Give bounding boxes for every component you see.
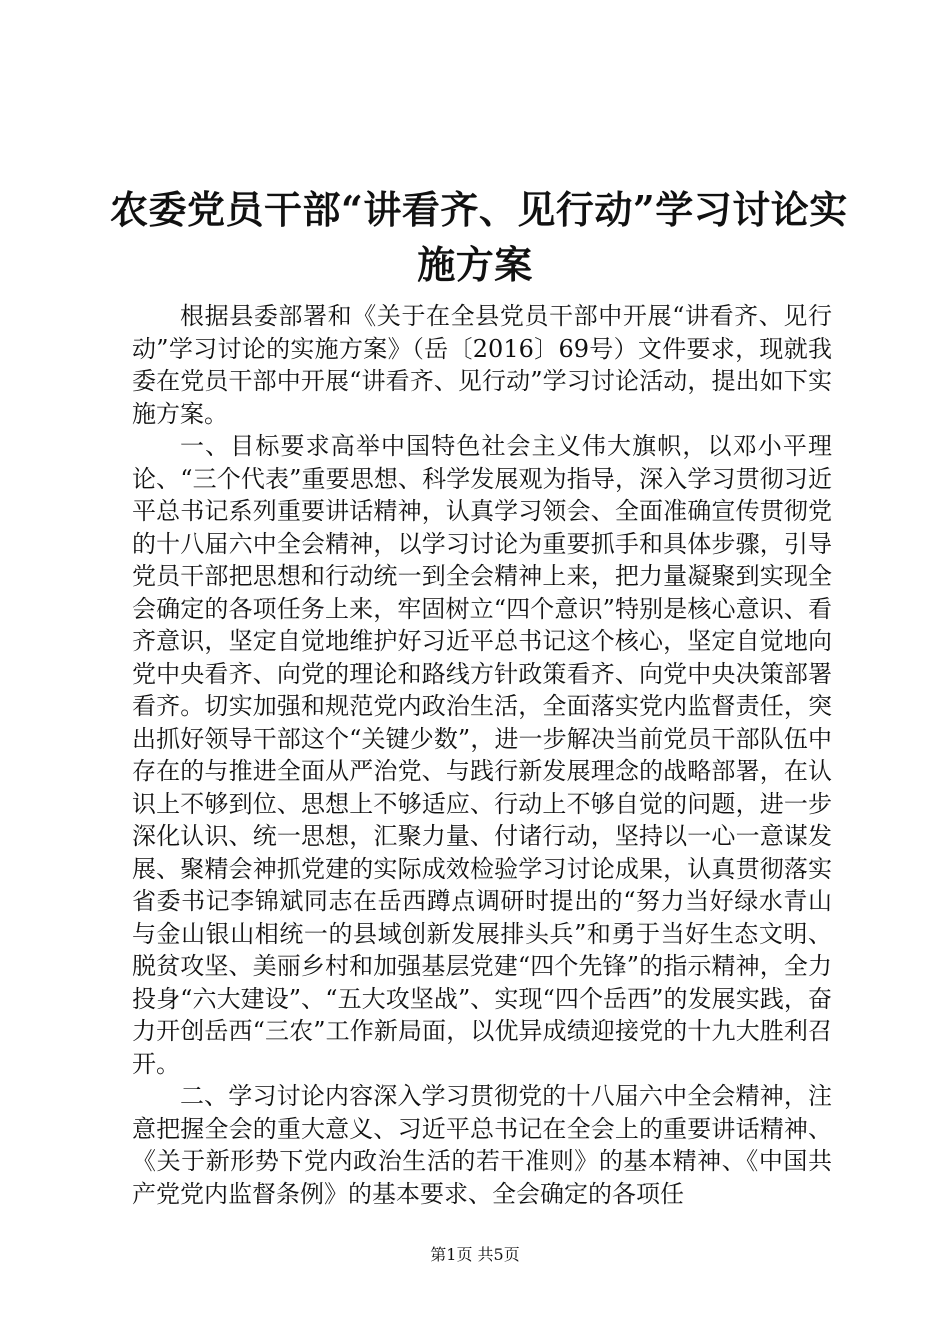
document-title-line-2: 施方案	[417, 242, 533, 287]
document-title-line-1: 农委党员干部“讲看齐、见行动”学习讨论实	[110, 187, 848, 232]
page-footer: 第1页 共5页	[430, 1245, 520, 1264]
paragraph-goals: 一、目标要求高举中国特色社会主义伟大旗帜，以邓小平理论、“三个代表”重要思想、科学发展观为指导，深入学习贯彻习近平总书记系列重要讲话精神，认真学习领会、全面准确宣传贯彻党的十八届六中全会精神，以学习讨论为重要抓手和具体步骤，引导党员干部把思想和行动统一到全会精神上来，把力量凝聚到实现全会确定的各项任务上来，牢固树立“四个意识”特别是核心意识、看齐意识，坚定自觉地维护好习近平总书记这个核心，坚定自觉地向党中央看齐、向党的理论和路线方针政策看齐、向党中央决策部署看齐。切实加强和规范党内政治生活，全面落实党内监督责任，突出抓好领导干部这个“关键少数”，进一步解决当前党员干部队伍中存在的与推进全面从严治党、与践行新发展理念的战略部署，在认识上不够到位、思想上不够适应、行动上不够自觉的问题，进一步深化认识、统一思想，汇聚力量、付诸行动，坚持以一心一意谋发展、聚精会神抓党建的实际成效检验学习讨论成果，认真贯彻落实省委书记李锦斌同志在岳西蹲点调研时提出的“努力当好绿水青山与金山银山相统一的县域创新发展排头兵”和勇于当好生态文明、脱贫攻坚、美丽乡村和加强基层党建“四个先锋”的指示精神，全力投身“六大建设”、“五大攻坚战”、实现“四个岳西”的发展实践，奋力开创岳西“三农”工作新局面，以优异成绩迎接党的十九大胜利召开。	[132, 432, 832, 1078]
paragraph-content: 二、学习讨论内容深入学习贯彻党的十八届六中全会精神，注意把握全会的重大意义、习近平总书记在全会上的重要讲话精神、《关于新形势下党内政治生活的若干准则》的基本精神、《中国共产党党内监督条例》的基本要求、全会确定的各项任	[132, 1082, 832, 1208]
document-body	[132, 300, 832, 1210]
paragraph-intro: 根据县委部署和《关于在全县党员干部中开展“讲看齐、见行动”学习讨论的实施方案》（岳〔2016〕69号）文件要求，现就我委在党员干部中开展“讲看齐、见行动”学习讨论活动，提出如下实施方案。	[132, 302, 832, 428]
